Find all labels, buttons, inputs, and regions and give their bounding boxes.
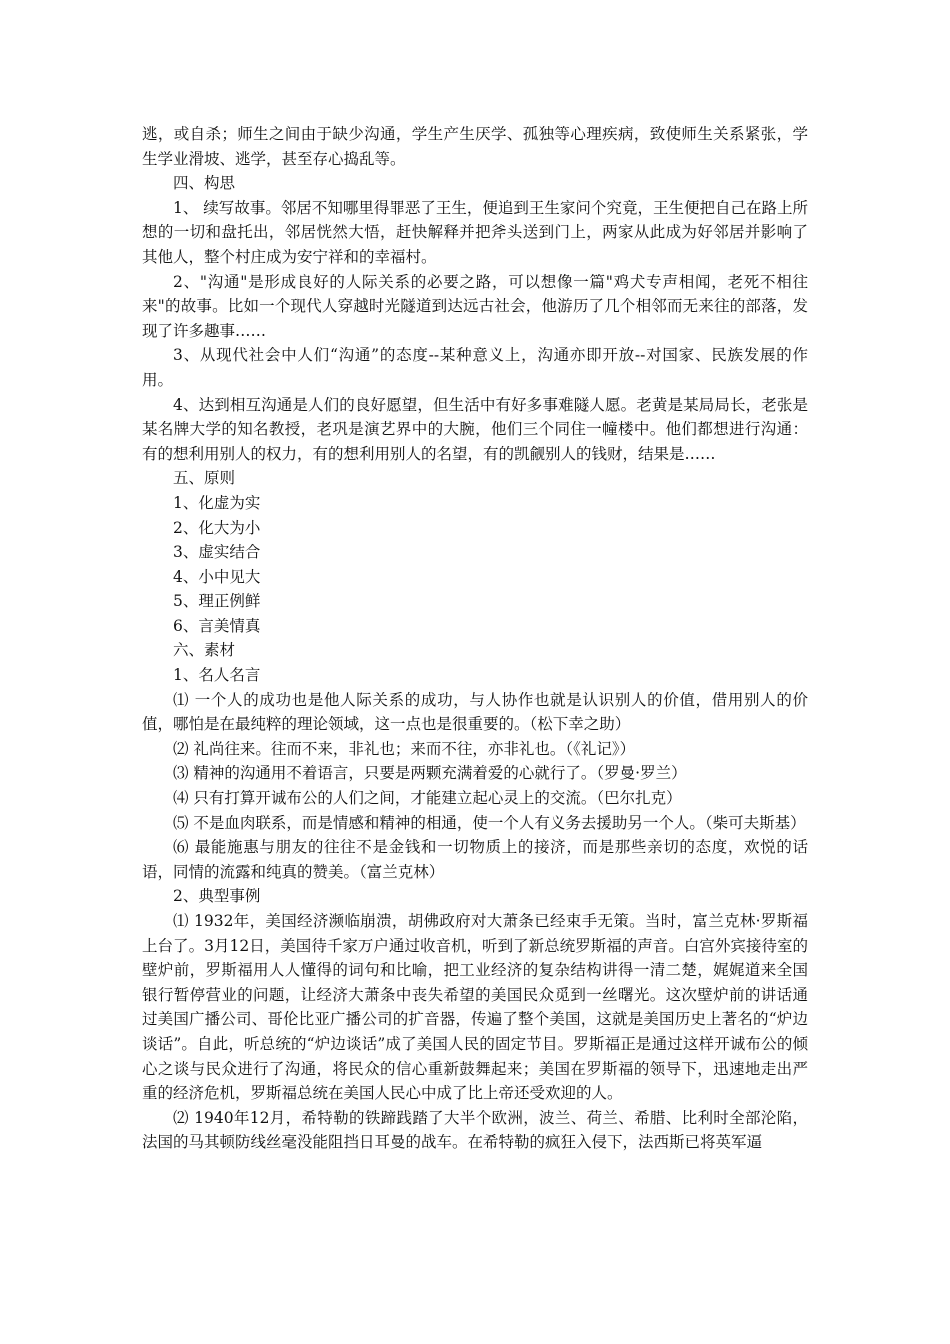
section-heading-conception: 四、构思: [173, 174, 236, 193]
example-item-1: ⑴ 1932年，美国经济濒临崩溃，胡佛政府对大萧条已经束手无策。当时，富兰克林·罗斯福上台了。3月12日，美国待千家万户通过收音机，听到了新总统罗斯福的声音。白宫外宾接待室的壁炉前，罗斯福用人人懂得的词句和比喻，把工业经济的复杂结构讲得一清二楚，娓娓道来全国银行暂停营业的问题，让经济大萧条中丧失希望的美国民众觅到一丝曙光。这次壁炉前的讲话通过美国广播公司、哥伦比亚广播公司的扩音器，传遍了整个美国，这就是美国历史上著名的“炉边谈话”。自此，听总统的“炉边谈话”成了美国人民的固定节目。罗斯福正是通过这样开诚布公的倾心之谈与民众进行了沟通，将民众的信心重新鼓舞起来；美国在罗斯福的领导下，迅速地走出严重的经济危机，罗斯福总统在美国人民心中成了比上帝还受欢迎的人。: [142, 912, 808, 1103]
conception-item-3: 3、从现代社会中人们“沟通”的态度--某种意义上，沟通亦即开放--对国家、民族发展的作用。: [142, 346, 808, 389]
example-item-2: ⑵ 1940年12月，希特勒的铁蹄践踏了大半个欧洲，波兰、荷兰、希腊、比利时全部沦陷，法国的马其顿防线丝毫没能阻挡日耳曼的战车。在希特勒的疯狂入侵下，法西斯已将英军逼: [142, 1108, 808, 1152]
principle-item-3: 3、虚实结合: [173, 543, 261, 562]
subheading-examples: 2、典型事例: [173, 887, 261, 906]
section-heading-principles: 五、原则: [173, 469, 236, 488]
principle-item-6: 6、言美情真: [173, 616, 261, 635]
quote-item-4: ⑷ 只有打算开诚布公的人们之间，才能建立起心灵上的交流。（巴尔扎克）: [173, 789, 682, 808]
conception-item-2: 2、"沟通"是形成良好的人际关系的必要之路，可以想像一篇"鸡犬专声相闻，老死不相往来"的故事。比如一个现代人穿越时光隧道到达远古社会，他游历了几个相邻而无来往的部落，发现了许多趣事……: [142, 272, 808, 340]
document-page: [142, 122, 808, 1155]
conception-item-1: 1、 续写故事。邻居不知哪里得罪恶了王生，便追到王生家问个究竟，王生便把自己在路上所想的一切和盘托出，邻居恍然大悟，赶快解释并把斧头送到门上，两家从此成为好邻居并影响了其他人，整个村庄成为安宁祥和的幸福村。: [142, 198, 808, 266]
paragraph-continuation: 逃，或自杀；师生之间由于缺少沟通，学生产生厌学、孤独等心理疾病，致使师生关系紧张，学生学业滑坡、逃学，甚至存心捣乱等。: [142, 125, 808, 168]
section-heading-materials: 六、素材: [173, 641, 236, 660]
principle-item-1: 1、化虚为实: [173, 493, 261, 512]
conception-item-4: 4、达到相互沟通是人们的良好愿望，但生活中有好多事难隧人愿。老黄是某局局长，老张是某名牌大学的知名教授，老巩是演艺界中的大腕，他们三个同住一幢楼中。他们都想进行沟通：有的想利用别人的权力，有的想利用别人的名望，有的凯觎别人的钱财，结果是……: [142, 395, 808, 463]
quote-item-5: ⑸ 不是血肉联系，而是情感和精神的相通，使一个人有义务去援助另一个人。（柴可夫斯基）: [173, 813, 806, 832]
principle-item-5: 5、理正例鲜: [173, 592, 261, 611]
quote-item-6: ⑹ 最能施惠与朋友的往往不是金钱和一切物质上的接济，而是那些亲切的态度，欢悦的话语，同情的流露和纯真的赞美。（富兰克林）: [142, 838, 808, 881]
quote-item-3: ⑶ 精神的沟通用不着语言，只要是两颗充满着爱的心就行了。（罗曼·罗兰）: [173, 764, 687, 783]
principle-item-4: 4、小中见大: [173, 567, 261, 586]
quote-item-2: ⑵ 礼尚往来。往而不来，非礼也；来而不往，亦非礼也。（《礼记》）: [173, 739, 636, 758]
principle-item-2: 2、化大为小: [173, 518, 261, 537]
subheading-quotes: 1、名人名言: [173, 666, 261, 685]
quote-item-1: ⑴ 一个人的成功也是他人际关系的成功，与人协作也就是认识别人的价值，借用别人的价值，哪怕是在最纯粹的理论领域，这一点也是很重要的。（松下幸之助）: [142, 690, 808, 734]
